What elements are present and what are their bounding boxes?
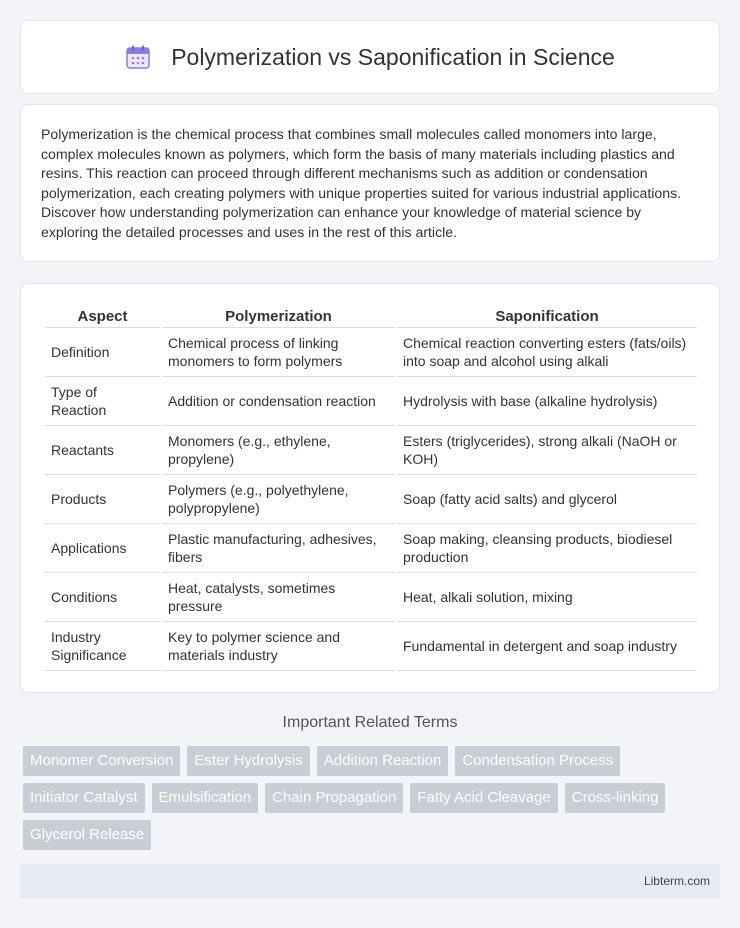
table-row xyxy=(45,426,697,475)
cell-polymerization: Monomers (e.g., ethylene, propylene) xyxy=(162,426,395,475)
comparison-table xyxy=(43,304,699,671)
related-term-tag[interactable]: Glycerol Release xyxy=(23,820,151,850)
calendar-icon xyxy=(125,44,151,70)
cell-polymerization: Plastic manufacturing, adhesives, fibers xyxy=(162,524,395,573)
cell-polymerization: Polymers (e.g., polyethylene, polypropylene) xyxy=(162,475,395,524)
table-row xyxy=(45,573,697,622)
cell-aspect: Products xyxy=(45,475,160,524)
related-term-tag[interactable]: Fatty Acid Cleavage xyxy=(410,783,557,813)
cell-saponification: Heat, alkali solution, mixing xyxy=(397,573,697,622)
cell-aspect: Definition xyxy=(45,328,160,377)
comparison-table-card xyxy=(20,283,720,693)
related-term-tag[interactable]: Addition Reaction xyxy=(317,746,449,776)
cell-aspect: Reactants xyxy=(45,426,160,475)
related-term-tag[interactable]: Initiator Catalyst xyxy=(23,783,145,813)
cell-polymerization: Key to polymer science and materials industry xyxy=(162,622,395,671)
related-term-tag[interactable]: Ester Hydrolysis xyxy=(187,746,309,776)
cell-saponification: Soap making, cleansing products, biodiesel production xyxy=(397,524,697,573)
table-row xyxy=(45,328,697,377)
header-aspect: Aspect xyxy=(45,304,160,328)
cell-polymerization: Addition or condensation reaction xyxy=(162,377,395,426)
related-term-tag[interactable]: Condensation Process xyxy=(455,746,620,776)
cell-saponification: Chemical reaction converting esters (fats/oils) into soap and alcohol using alkali xyxy=(397,328,697,377)
related-term-tag[interactable]: Emulsification xyxy=(152,783,259,813)
table-row xyxy=(45,377,697,426)
cell-polymerization: Heat, catalysts, sometimes pressure xyxy=(162,573,395,622)
related-term-tag[interactable]: Chain Propagation xyxy=(265,783,403,813)
intro-card xyxy=(20,104,720,262)
table-row xyxy=(45,622,697,671)
footer xyxy=(20,864,720,898)
related-term-tag[interactable]: Cross-linking xyxy=(565,783,666,813)
related-terms-list xyxy=(23,746,723,850)
table-row xyxy=(45,475,697,524)
header-card xyxy=(20,20,720,94)
cell-saponification: Soap (fatty acid salts) and glycerol xyxy=(397,475,697,524)
cell-aspect: Industry Significance xyxy=(45,622,160,671)
cell-saponification: Hydrolysis with base (alkaline hydrolysis) xyxy=(397,377,697,426)
cell-aspect: Conditions xyxy=(45,573,160,622)
cell-aspect: Type of Reaction xyxy=(45,377,160,426)
footer-site-link[interactable]: Libterm.com xyxy=(643,874,710,888)
related-term-tag[interactable]: Monomer Conversion xyxy=(23,746,180,776)
cell-aspect: Applications xyxy=(45,524,160,573)
related-terms-title: Important Related Terms xyxy=(282,714,458,731)
cell-saponification: Fundamental in detergent and soap industry xyxy=(397,622,697,671)
cell-polymerization: Chemical process of linking monomers to form polymers xyxy=(162,328,395,377)
table-row xyxy=(45,524,697,573)
intro-text: Polymerization is the chemical process that combines small molecules called monomers into large, complex molecules known as polymers, which form the basis of many materials including plastics and resins. This reaction can proceed through different mechanisms such as addition or condensation polymerization, each creating polymers with unique properties suited for various industrial applications. Discover how understanding polymerization can enhance your knowledge of material science by exploring the detailed processes and uses in the rest of this article. xyxy=(41,126,682,240)
header-polymerization: Polymerization xyxy=(162,304,395,328)
header-saponification: Saponification xyxy=(397,304,697,328)
table-header-row xyxy=(45,304,697,328)
cell-saponification: Esters (triglycerides), strong alkali (NaOH or KOH) xyxy=(397,426,697,475)
page-title: Polymerization vs Saponification in Science xyxy=(171,43,615,70)
